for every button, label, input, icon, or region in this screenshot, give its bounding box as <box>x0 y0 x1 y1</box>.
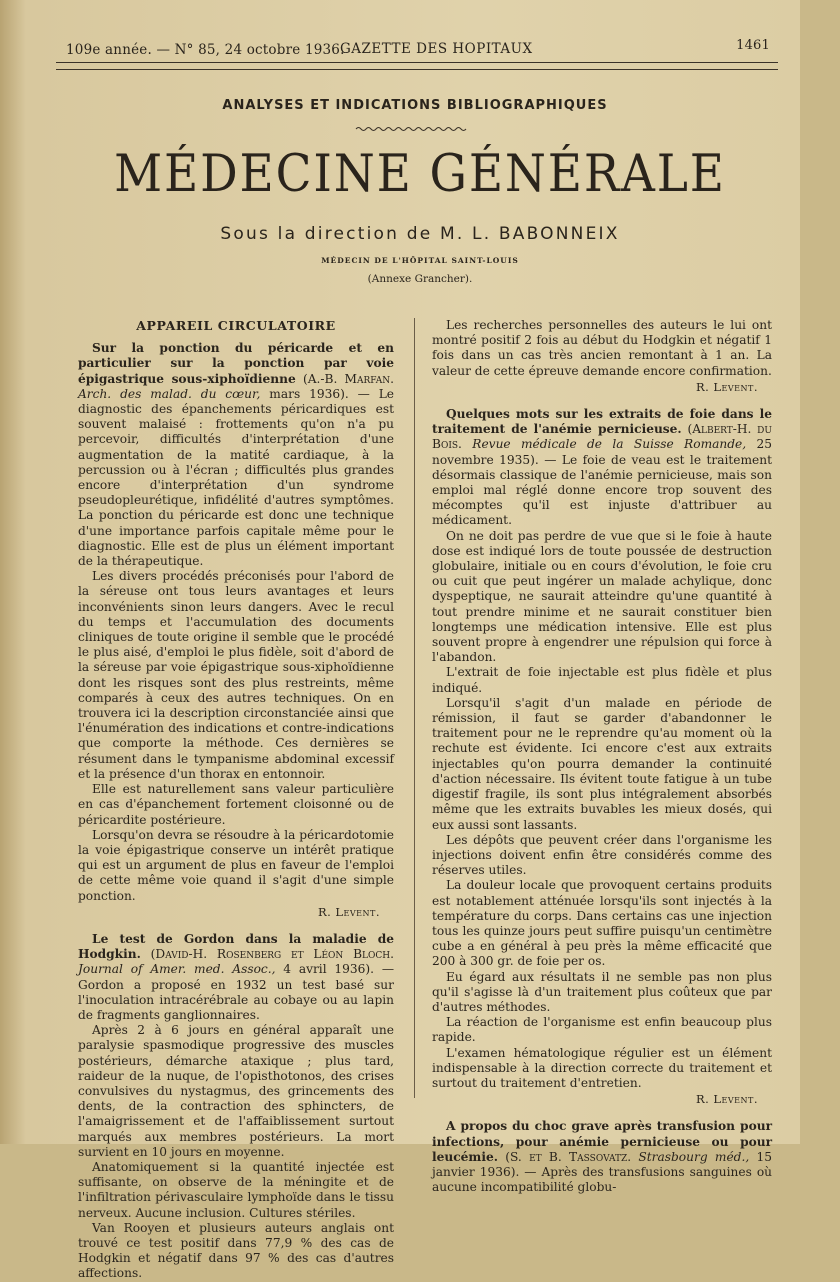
section-title: ANALYSES ET INDICATIONS BIBLIOGRAPHIQUES <box>222 98 608 113</box>
article-date: 15 janvier 1936). — <box>432 1149 773 1179</box>
article-transfusion <box>432 1119 772 1195</box>
article-authors: (A.-B. Marfan. <box>302 371 395 386</box>
page-title: MÉDECINE GÉNÉRALE <box>114 145 726 204</box>
article-lead <box>432 407 772 529</box>
article-paragraph: On ne doit pas perdre de vue que si le foie à haute dose est indiqué lors de toute poussée de destruction globulaire, initiale ou en cours d'évolution, le foie cru ou cuit que peut ingérer un malade achylique, donc dyspeptique, ne saurait atteindre qu'une quantité à tout prendre minime et ne saurait constituer bien longtemps une médication intensive. Elle est plus souvent propre à engendrer une répulsion qui force à l'abandon. <box>432 528 772 665</box>
article-title: Quelques mots sur les extraits de foie dans le traitement de l'anémie pernicieuse. <box>432 407 772 437</box>
article-title: Le test de Gordon dans la maladie de Hodgkin. <box>78 931 394 962</box>
article-paragraph: Anatomiquement si la quantité injectée est suffisante, on observe de la méningite et de l'infiltration périvasculaire lymphoïde dans le tissu nerveux. Aucune inclusion. Cultures stériles. <box>78 1159 394 1220</box>
annex-note: (Annexe Grancher). <box>367 273 473 285</box>
article-title: A propos du choc grave après transfusion pour infections, pour anémie pernicieuse ou pour leucémie. <box>432 1119 772 1164</box>
editor-affiliation: MÉDECIN DE L'HÔPITAL SAINT-LOUIS <box>321 256 519 265</box>
article-paragraph: Après des transfusions sanguines où aucune incompatibilité globu- <box>432 1164 773 1195</box>
article-paragraph: Gordon a proposé en 1932 un test basé sur l'inoculation intracérébrale au cobaye ou au lapin de fragments ganglionnaires. <box>78 977 394 1022</box>
article-paragraph: Les recherches personnelles des auteurs le lui ont montré positif 2 fois au début du Hodgkin et négatif 1 fois dans un cas très ancien remontant à 1 an. La valeur de cette épreuve demande encore confirmation. <box>432 318 772 378</box>
article-signature: R. Levent. <box>695 379 758 394</box>
article-authors: (Albert-H. du Bois. <box>432 422 772 452</box>
article-pericarde <box>78 341 394 920</box>
article-paragraph: Les dépôts que peuvent créer dans l'organisme les injections doivent enfin être considérés comme des réserves utiles. <box>432 832 772 878</box>
article-paragraph: Les divers procédés préconisés pour l'abord de la séreuse ont tous leurs avantages et leurs inconvénients sinon leurs dangers. Avec le recul du temps et l'accumulation des documents cliniques de toute origine il semble que le procédé le plus aisé, d'emploi le plus fidèle, soit d'abord de la séreuse par voie épigastrique sous-xiphoïdienne dont les risques sont des plus restreints, même comparés à ceux des autres techniques. On en trouvera ici la description circonstanciée ainsi que l'énumération des indications et contre-indications que comporte la méthode. Ces dernières se résument dans le tympanisme abdominal excessif et la présence d'un thorax en entonnoir. <box>78 569 394 781</box>
article-paragraph: Lorsqu'il s'agit d'un malade en période de rémission, il faut se garder d'abandonner le traitement pour ne le reprendre qu'au moment où la rechute est évidente. Ici encore c'est aux extraits injectables qu'on pourra demander la continuité d'action nécessaire. Ils évitent toute fatigue à un tube digestif fragile, ils sont plus intégralement absorbés même que les extraits buvables les mieux dosés, qui eux aussi sont lassants. <box>432 695 772 832</box>
article-paragraph: Lorsqu'on devra se résoudre à la péricardotomie la voie épigastrique conserve un intérêt pratique qui est un argument de plus en faveur de l'emploi de cette même voie quand il s'agit d'une simple ponction. <box>78 827 394 903</box>
article-foie <box>432 407 772 1107</box>
article-authors: (S. et B. Tassovatz. <box>505 1149 632 1164</box>
article-paragraph: Le foie de veau est le traitement désormais classique de l'anémie pernicieuse, mais son emploi mal réglé donne encore trop souvent des mécomptes qu'il est injuste d'attribuer au médicament. <box>432 452 773 528</box>
right-column <box>432 318 772 1195</box>
header-rule <box>56 62 778 70</box>
article-paragraph: Van Rooyen et plusieurs auteurs anglais ont trouvé ce test positif dans 77,9 % des cas de Hodgkin et négatif dans 97 % des cas d'autres affections. <box>78 1220 394 1281</box>
running-header <box>66 38 770 60</box>
article-title: Sur la ponction du péricarde et en particulier sur la ponction par voie épigastrique sous-xiphoïdienne <box>78 341 394 386</box>
article-lead <box>78 932 394 1023</box>
editor-line: Sous la direction de M. L. BABONNEIX <box>220 224 620 244</box>
article-signature: R. Levent. <box>317 904 380 919</box>
article-gordon <box>78 932 394 1282</box>
article-lead <box>78 341 394 569</box>
article-journal: Journal of Amer. med. Assoc., <box>78 962 276 977</box>
article-date: mars 1936). — <box>269 386 370 401</box>
article-lead <box>432 1119 772 1195</box>
article-paragraph: Le diagnostic des épanchements péricardiques est souvent malaisé : frottements qu'on n'a pu percevoir, difficultés d'interprétation d'une augmentation de la matité cardiaque, à la percussion ou à l'écran ; difficultés plus grandes encore d'interprétation d'un syndrome pseudopleurétique, infidélité d'autres symptômes. La ponction du péricarde est donc une technique d'une importance parfois capitale même pour le diagnostic. Elle est de plus un élément important de la thérapeutique. <box>78 386 395 569</box>
publication-name: GAZETTE DES HOPITAUX <box>340 41 533 57</box>
article-date: 25 novembre 1935). — <box>432 437 773 467</box>
article-date: 4 avril 1936). — <box>283 962 395 977</box>
page-number: 1461 <box>736 38 770 53</box>
article-signature: R. Levent. <box>695 1092 758 1107</box>
issue-info: 109e année. — N° 85, 24 octobre 1936. <box>66 42 345 58</box>
article-journal: Arch. des malad. du cœur, <box>78 386 261 401</box>
article-paragraph: L'examen hématologique régulier est un élément indispensable à la direction correcte du traitement et surtout du traitement d'entretien. <box>432 1045 772 1090</box>
column-heading: APPAREIL CIRCULATOIRE <box>136 318 336 333</box>
article-journal: Revue médicale de la Suisse Romande, <box>472 437 747 452</box>
column-divider <box>414 318 415 1098</box>
article-paragraph: Eu égard aux résultats il ne semble pas non plus qu'il s'agisse là d'un traitement plus coûteux que par d'autres méthodes. <box>432 969 772 1014</box>
article-paragraph: Après 2 à 6 jours en général apparaît une paralysie spasmodique progressive des muscles postérieurs, démarche ataxique ; plus tard, raideur de la nuque, de l'opisthotonos, des crises convulsives du nystagmus, des grincements des dents, de la contraction des sphincters, de l'amaigrissement et de l'affaiblissement surtout marqués aux membres postérieurs. La mort survient en 10 jours en moyenne. <box>78 1023 394 1159</box>
article-journal: Strasbourg méd., <box>638 1149 750 1164</box>
article-paragraph: La réaction de l'organisme est enfin beaucoup plus rapide. <box>432 1015 772 1045</box>
left-column <box>78 318 394 1282</box>
article-paragraph: L'extrait de foie injectable est plus fidèle et plus indiqué. <box>432 665 772 695</box>
article-authors: (David-H. Rosenberg et Léon Bloch. <box>150 947 394 962</box>
article-paragraph: Elle est naturellement sans valeur particulière en cas d'épanchement fortement cloisonné ou de péricardite postérieure. <box>78 782 394 827</box>
ornament-rule <box>356 126 466 132</box>
article-paragraph: La douleur locale que provoquent certains produits est notablement atténuée lorsqu'ils sont injectés à la température du corps. Dans certains cas une injection tous les quinze jours peut suffire puisqu'un centimètre cube a en général à peu près la même efficacité que 200 à 300 gr. de foie per os. <box>432 878 772 969</box>
